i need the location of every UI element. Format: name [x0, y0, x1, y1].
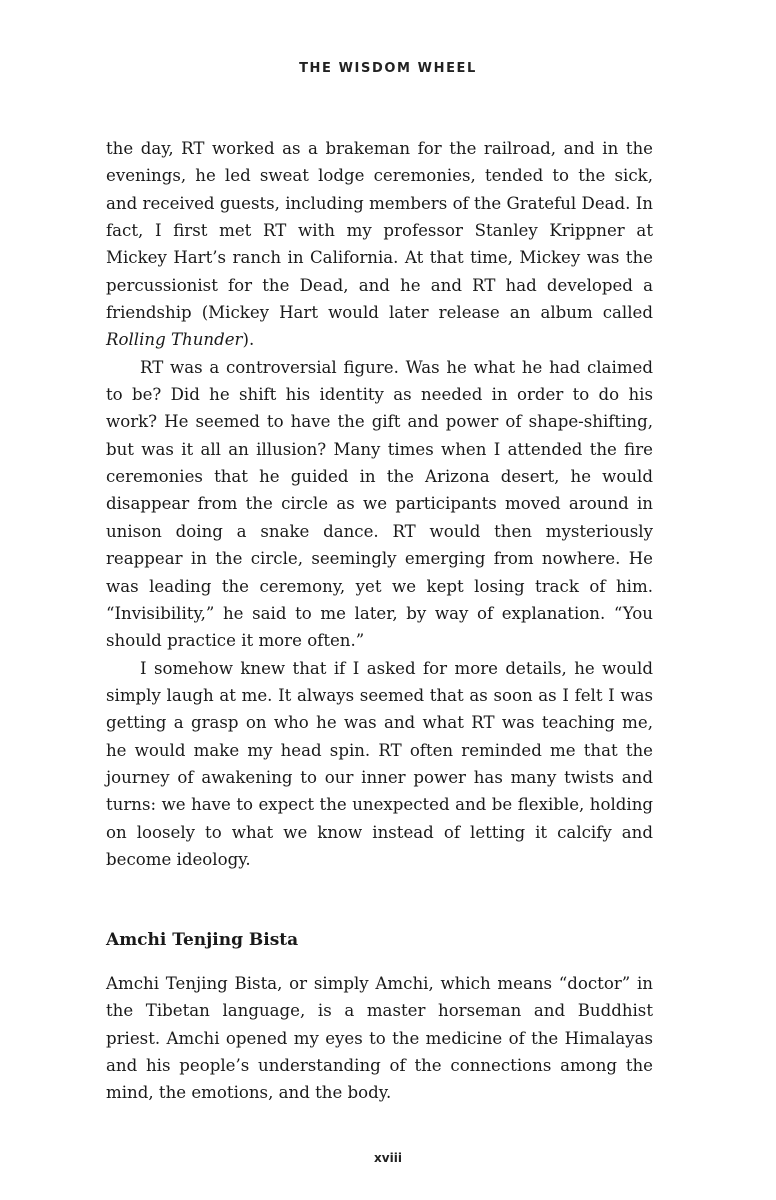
- section-amchi: [106, 970, 653, 1107]
- paragraph-1-text: the day, RT worked as a brakeman for the railroad, and in the evenings, he led sweat lodge ceremonies, tended to the sick, and received guests, including members of the Grateful Dead. In fact, I first met RT with my professor Stanley Krippner at Mickey Hart’s ranch in California. At that time, Mickey was the percussionist for the Dead, and he and RT had developed a friendship (Mickey Hart would later release an album called: [106, 139, 653, 323]
- section-heading: Amchi Tenjing Bista: [106, 930, 299, 950]
- running-head-title: THE WISDOM WHEEL: [299, 61, 477, 76]
- paragraph-3: I somehow knew that if I asked for more details, he would simply laugh at me. It always seemed that as soon as I felt I was getting a grasp on who he was and what RT was teaching me, he would make my head spin. RT often reminded me that the journey of awakening to our inner power has many twists and turns: we have to expect the unexpected and be flexible, holding on loosely to what we know instead of letting it calcify and become ideology.: [106, 658, 653, 869]
- page-number: xviii: [374, 1151, 402, 1165]
- album-title: Rolling Thunder: [106, 330, 243, 350]
- paragraph-1-end: ).: [242, 330, 255, 350]
- paragraph-4: Amchi Tenjing Bista, or simply Amchi, which means “doctor” in the Tibetan language, is a master horseman and Buddhist priest. Amchi opened my eyes to the medicine of the Himalayas and his people’s understanding of the connections among the mind, the emotions, and the body.: [106, 974, 653, 1103]
- paragraph-1: [106, 135, 653, 354]
- paragraph-2: RT was a controversial figure. Was he what he had claimed to be? Did he shift his identity as needed in order to do his work? He seemed to have the gift and power of shape-shifting, but was it all an illusion? Many times when I attended the fire ceremonies that he guided in the Arizona desert, he would disappear from the circle as we participants moved around in unison doing a snake dance. RT would then mysteriously reappear in the circle, seemingly emerging from nowhere. He was leading the ceremony, yet we kept losing track of him. “Invisibility,” he said to me later, by way of explanation. “You should practice it more often.”: [106, 357, 653, 651]
- section-rolling-thunder: [106, 135, 653, 873]
